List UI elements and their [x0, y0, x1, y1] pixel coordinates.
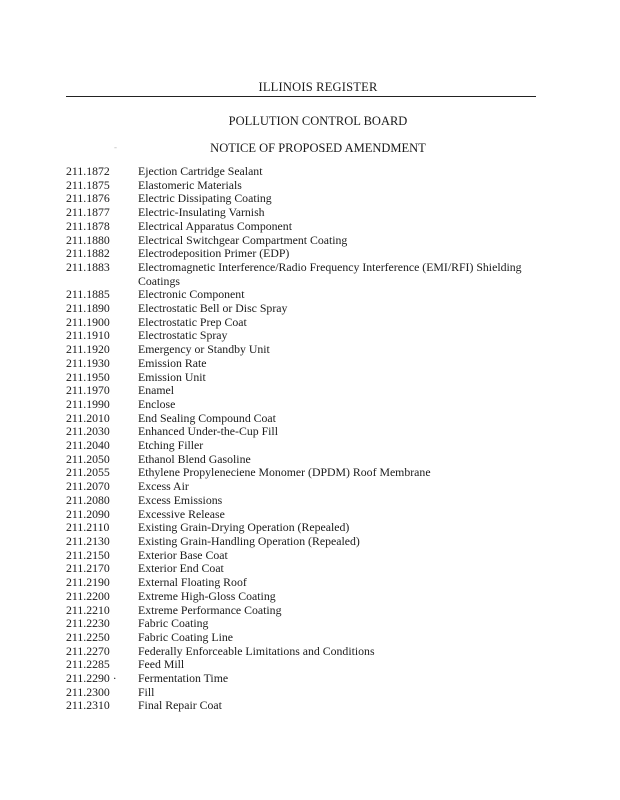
definition-row	[66, 590, 546, 604]
section-number: 211.1910	[66, 328, 110, 343]
register-title: ILLINOIS REGISTER	[258, 80, 378, 94]
definition-term: Fabric Coating Line	[138, 629, 234, 644]
definition-term: Fill	[138, 684, 155, 699]
definition-row	[66, 234, 546, 248]
definition-term: Coatings	[138, 273, 180, 288]
definition-row	[66, 220, 546, 234]
section-number: 211.2250	[66, 629, 110, 644]
definition-row	[66, 247, 546, 261]
definition-term: Enhanced Under-the-Cup Fill	[138, 424, 278, 439]
section-number: 211.2030	[66, 424, 110, 439]
definition-row	[66, 604, 546, 618]
section-number: 211.2310	[66, 698, 110, 713]
definition-row	[66, 329, 546, 343]
section-number: 211.1890	[66, 301, 110, 316]
section-number: 211.1872	[66, 164, 110, 178]
definition-term: Federally Enforceable Limitations and Conditions	[138, 643, 375, 658]
definition-row	[66, 179, 546, 193]
agency-name: POLLUTION CONTROL BOARD	[228, 114, 408, 128]
definition-row	[66, 686, 546, 700]
definition-term: Emission Rate	[138, 355, 207, 370]
definition-term: Electrostatic Spray	[138, 328, 228, 343]
definition-row	[66, 631, 546, 645]
definition-row	[66, 480, 546, 494]
definition-row	[66, 412, 546, 426]
section-number: 211.1876	[66, 191, 110, 206]
definition-row	[66, 535, 546, 549]
definition-term: Ethanol Blend Gasoline	[138, 451, 251, 466]
section-number: 211.2110	[66, 520, 110, 535]
section-number: 211.2080	[66, 492, 110, 507]
definition-term: Extreme High-Gloss Coating	[138, 588, 276, 603]
definition-row	[66, 302, 546, 316]
section-number: 211.1920	[66, 342, 110, 357]
definition-row	[66, 439, 546, 453]
section-number: 211.2210	[66, 602, 110, 617]
definition-term: Electric Dissipating Coating	[138, 191, 272, 206]
section-number: 211.2300	[66, 684, 110, 699]
section-number: 211.1900	[66, 314, 110, 329]
definition-term: End Sealing Compound Coat	[138, 410, 276, 425]
definition-row	[66, 192, 546, 206]
section-number: 211.2285	[66, 657, 110, 672]
definition-term: Electrostatic Bell or Disc Spray	[138, 301, 288, 316]
section-number: 211.1950	[66, 369, 110, 384]
definition-term: Existing Grain-Handling Operation (Repealed)	[138, 533, 360, 548]
definition-row	[66, 699, 546, 713]
section-number: 211.2055	[66, 465, 110, 480]
definition-term: Extreme Performance Coating	[138, 602, 282, 617]
definition-term: External Floating Roof	[138, 575, 247, 590]
section-number: 211.2190	[66, 575, 110, 590]
definition-row	[66, 165, 546, 179]
section-number: 211.1885	[66, 287, 110, 302]
definition-term: Exterior Base Coat	[138, 547, 228, 562]
definition-row	[66, 398, 546, 412]
definition-row	[66, 316, 546, 330]
definition-term: Exterior End Coat	[138, 561, 224, 576]
definition-row	[66, 494, 546, 508]
section-number: 211.2050	[66, 451, 110, 466]
definitions-list	[66, 165, 546, 713]
section-number: 211.2040	[66, 438, 110, 453]
definition-term: Feed Mill	[138, 657, 185, 672]
definition-term: Fermentation Time	[138, 671, 229, 686]
section-number	[66, 275, 138, 289]
definition-term: Final Repair Coat	[138, 698, 222, 713]
definition-row	[66, 275, 546, 289]
definition-term: Electrodeposition Primer (EDP)	[138, 246, 290, 261]
section-number: 211.1878	[66, 218, 110, 233]
section-number: 211.2090	[66, 506, 110, 521]
definition-row	[66, 576, 546, 590]
definition-row	[66, 288, 546, 302]
section-number: 211.1877	[66, 205, 110, 220]
definition-term: Ethylene Propyleneciene Monomer (DPDM) Roof Membrane	[138, 465, 431, 480]
definition-term: Excess Air	[138, 479, 189, 494]
section-number: 211.2270	[66, 643, 110, 658]
definition-row	[66, 645, 546, 659]
definition-term: Enclose	[138, 396, 176, 411]
definition-row	[66, 562, 546, 576]
definition-row	[66, 384, 546, 398]
section-number: 211.2290 ·	[66, 671, 117, 686]
definition-term: Excess Emissions	[138, 492, 223, 507]
header-divider	[66, 96, 536, 97]
definition-term: Electrical Switchgear Compartment Coating	[138, 232, 348, 247]
definition-row	[66, 425, 546, 439]
notice-title: NOTICE OF PROPOSED AMENDMENT	[210, 141, 426, 155]
definition-row	[66, 343, 546, 357]
section-number: 211.2130	[66, 533, 110, 548]
definition-term: Emergency or Standby Unit	[138, 342, 270, 357]
definition-term: Existing Grain-Drying Operation (Repealed)	[138, 520, 350, 535]
section-number: 211.1990	[66, 396, 110, 411]
section-number: 211.1880	[66, 232, 110, 247]
section-number: 211.2170	[66, 561, 110, 576]
definition-term: Electromagnetic Interference/Radio Frequency Interference (EMI/RFI) Shielding	[138, 259, 522, 274]
definition-row	[66, 453, 546, 467]
definition-term: Electrical Apparatus Component	[138, 218, 292, 233]
definition-term: Electric-Insulating Varnish	[138, 205, 265, 220]
definition-term: Etching Filler	[138, 438, 204, 453]
definition-term: Electrostatic Prep Coat	[138, 314, 247, 329]
section-number: 211.1970	[66, 383, 110, 398]
section-number: 211.1930	[66, 355, 110, 370]
definition-row	[66, 521, 546, 535]
section-number: 211.1882	[66, 246, 110, 261]
definition-row	[66, 261, 546, 275]
definition-row	[66, 672, 546, 686]
definition-term: Fabric Coating	[138, 616, 209, 631]
definition-term: Excessive Release	[138, 506, 225, 521]
section-number: 211.2010	[66, 410, 110, 425]
section-number: 211.1883	[66, 259, 110, 274]
definition-term: Elastomeric Materials	[138, 177, 242, 192]
definition-row	[66, 658, 546, 672]
definition-row	[66, 508, 546, 522]
definition-row	[66, 466, 546, 480]
scan-mark: -	[114, 142, 117, 152]
section-number: 211.2070	[66, 479, 110, 494]
definition-row	[66, 357, 546, 371]
section-number: 211.1875	[66, 177, 110, 192]
definition-row	[66, 206, 546, 220]
definition-term: Emission Unit	[138, 369, 206, 384]
definition-term: Electronic Component	[138, 287, 245, 302]
definition-row	[66, 617, 546, 631]
section-number: 211.2150	[66, 547, 110, 562]
definition-row	[66, 371, 546, 385]
definition-row	[66, 549, 546, 563]
section-number: 211.2200	[66, 588, 110, 603]
definition-term: Ejection Cartridge Sealant	[138, 164, 263, 178]
section-number: 211.2230	[66, 616, 110, 631]
definition-term: Enamel	[138, 383, 175, 398]
